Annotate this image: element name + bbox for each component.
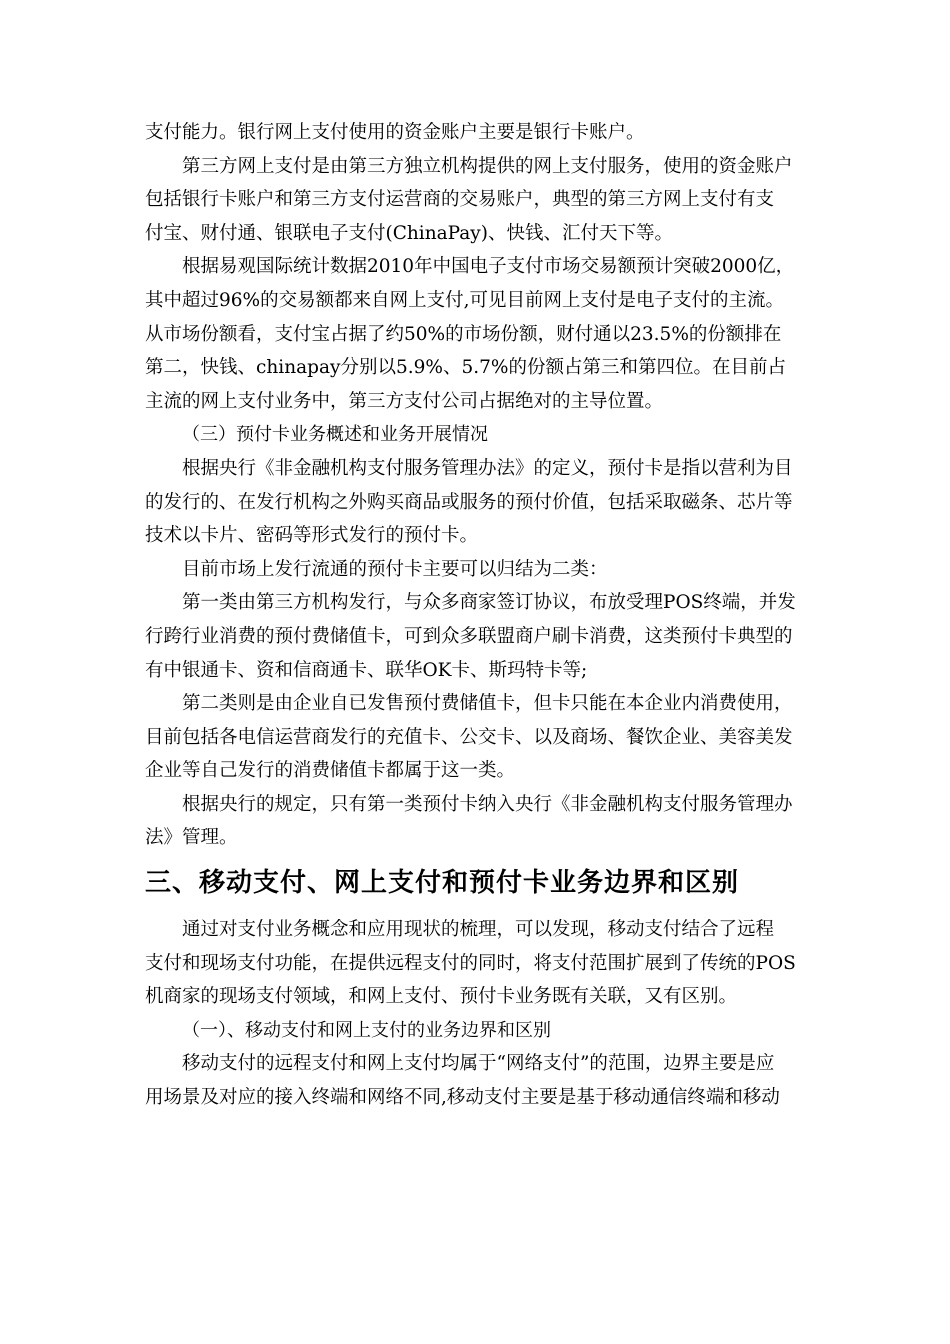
paragraph-bank-account: [145, 116, 810, 150]
paragraph-type-two-cont: [145, 721, 810, 788]
text-line: 第三方网上支付是由第三方独立机构提供的网上支付服务，使用的资金账户: [182, 155, 793, 177]
paragraph-overview-cont: [145, 947, 810, 1014]
text-line: 第一类由第三方机构发行，与众多商家签订协议，布放受理POS终端，并发: [182, 592, 796, 614]
paragraph-network-payment-cont: [145, 1081, 810, 1115]
text-line: 从市场份额看，支付宝占据了约50%的市场份额，财付通以23.5%的份额排在: [145, 323, 782, 345]
text-line: 支付和现场支付功能，在提供远程支付的同时，将支付范围扩展到了传统的POS: [145, 952, 796, 974]
text-line: 目前市场上发行流通的预付卡主要可以归结为二类：: [182, 558, 608, 580]
text-line: 技术以卡片、密码等形式发行的预付卡。: [145, 525, 479, 547]
paragraph-type-one: [145, 586, 810, 620]
section-heading-3: 三、移动支付、网上支付和预付卡业务边界和区别: [145, 868, 740, 899]
text-line: 根据央行《非金融机构支付服务管理办法》的定义，预付卡是指以营利为目: [182, 457, 793, 479]
paragraph-overview: [145, 913, 810, 947]
text-line: 目前包括各电信运营商发行的充值卡、公交卡、以及商场、餐饮企业、美容美发: [145, 726, 793, 748]
paragraph-third-party-payment-cont: [145, 183, 810, 250]
subheading-prepaid-card: （三）预付卡业务概述和业务开展情况: [182, 424, 488, 446]
text-line: 用场景及对应的接入终端和网络不同,移动支付主要是基于移动通信终端和移动: [145, 1087, 780, 1109]
paragraph-network-payment: [145, 1047, 810, 1081]
text-line: 有中银通卡、资和信商通卡、联华OK卡、斯玛特卡等;: [145, 659, 588, 681]
paragraph-two-types: [145, 553, 810, 587]
document-page: [145, 116, 810, 1115]
text-line: 第二，快钱、chinapay分别以5.9%、5.7%的份额占第三和第四位。在目前占: [145, 357, 786, 379]
text-line: 根据易观国际统计数据2010年中国电子支付市场交易额预计突破2000亿，: [182, 256, 795, 278]
text-line: 支付能力。银行网上支付使用的资金账户主要是银行卡账户。: [145, 122, 645, 143]
text-line: 包括银行卡账户和第三方支付运营商的交易账户，典型的第三方网上支付有支: [145, 189, 775, 211]
text-line: 的发行的、在发行机构之外购买商品或服务的预付价值，包括采取磁条、芯片等: [145, 491, 793, 513]
paragraph-market-statistics: [145, 250, 810, 284]
text-line: 企业等自己发行的消费储值卡都属于这一类。: [145, 760, 516, 782]
paragraph-type-one-cont: [145, 620, 810, 687]
text-line: 第二类则是由企业自已发售预付费储值卡，但卡只能在本企业内消费使用，: [182, 693, 793, 715]
text-line: 机商家的现场支付领域，和网上支付、预付卡业务既有关联，又有区别。: [145, 986, 738, 1008]
text-line: 其中超过96%的交易额都来自网上支付,可见目前网上支付是电子支付的主流。: [145, 289, 785, 311]
paragraph-type-two: [145, 687, 810, 721]
text-line: 付宝、财付通、银联电子支付(ChinaPay)、快钱、汇付天下等。: [145, 222, 673, 244]
paragraph-third-party-payment: [145, 150, 810, 184]
paragraph-prepaid-definition-cont: [145, 486, 810, 553]
paragraph-central-bank-rule: [145, 788, 810, 822]
paragraph-central-bank-rule-cont: [145, 821, 810, 855]
text-line: 法》管理。: [145, 827, 238, 849]
subheading-mobile-vs-online: （一）、移动支付和网上支付的业务边界和区别: [182, 1019, 551, 1041]
text-line: 主流的网上支付业务中，第三方支付公司占据绝对的主导位置。: [145, 390, 664, 412]
text-line: 通过对支付业务概念和应用现状的梳理，可以发现，移动支付结合了远程: [182, 919, 775, 941]
text-line: 行跨行业消费的预付费储值卡，可到众多联盟商户刷卡消费，这类预付卡典型的: [145, 625, 793, 647]
paragraph-market-statistics-cont: [145, 284, 810, 418]
text-line: 移动支付的远程支付和网上支付均属于“网络支付”的范围，边界主要是应: [182, 1053, 775, 1075]
paragraph-prepaid-definition: [145, 452, 810, 486]
text-line: 根据央行的规定，只有第一类预付卡纳入央行《非金融机构支付服务管理办: [182, 793, 793, 815]
